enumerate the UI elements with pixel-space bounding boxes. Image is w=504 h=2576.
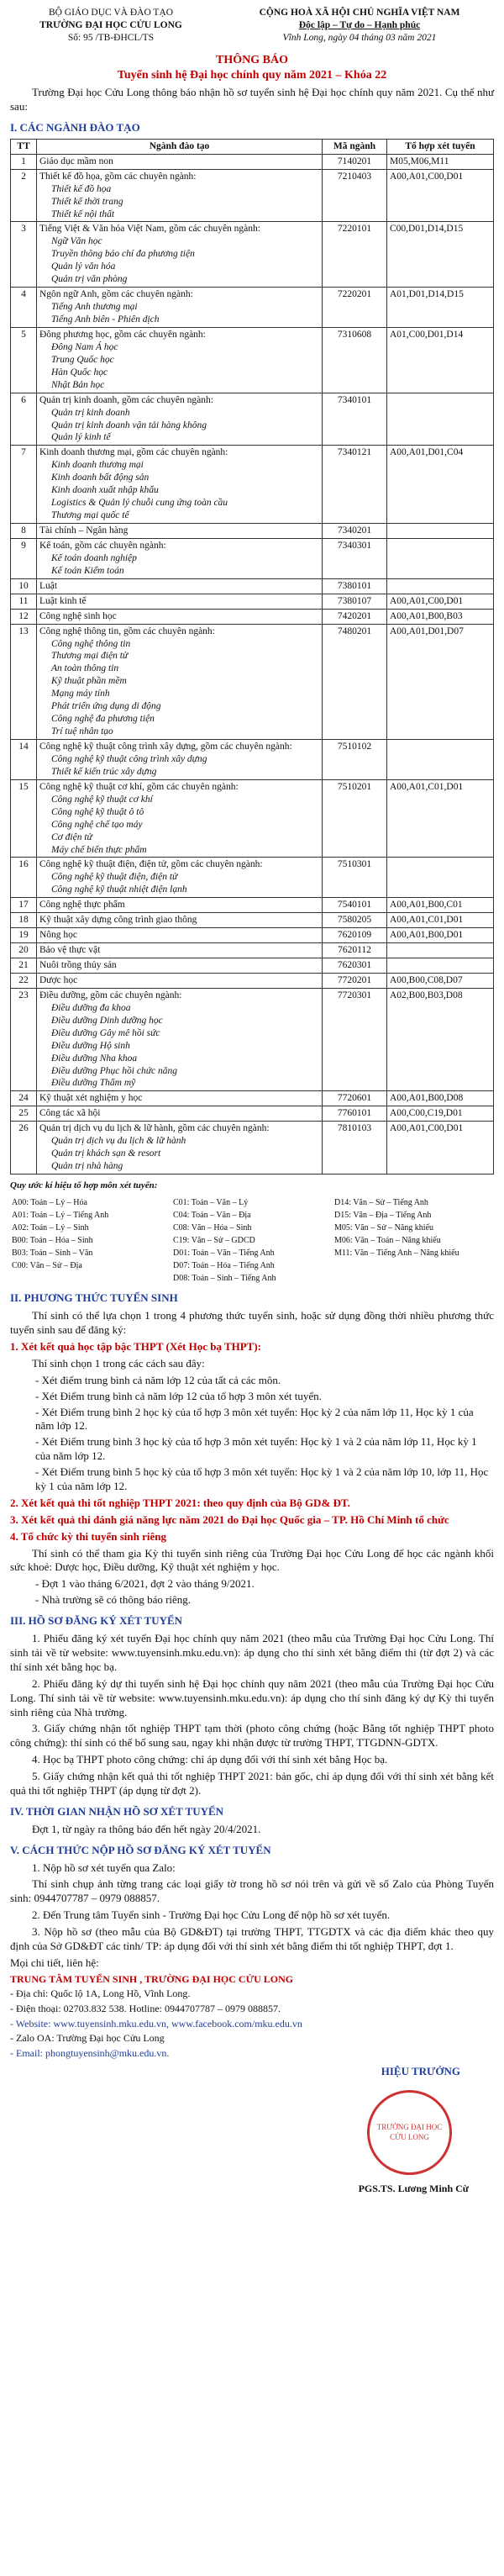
major-name: Nuôi trồng thủy sản bbox=[39, 960, 117, 971]
table-row bbox=[11, 958, 494, 974]
major-sub: Kỹ thuật phần mềm bbox=[51, 676, 127, 687]
cell-code: 7720601 bbox=[323, 1091, 387, 1106]
major-sub: Mạng máy tính bbox=[51, 689, 110, 699]
cell-combo bbox=[387, 393, 494, 446]
table-row bbox=[11, 538, 494, 578]
cell-tt: 5 bbox=[11, 327, 37, 393]
contact-intro: Mọi chi tiết, liên hệ: bbox=[10, 1956, 99, 1969]
cell-tt: 2 bbox=[11, 169, 37, 222]
cell-tt: 3 bbox=[11, 222, 37, 288]
major-sub: Thiết kế thời trang bbox=[51, 196, 123, 207]
major-name: Giáo dục mầm non bbox=[39, 156, 113, 166]
cell-major bbox=[37, 327, 323, 393]
cell-code: 7510301 bbox=[323, 858, 387, 898]
major-sub: Kinh doanh bất động sản bbox=[51, 472, 150, 483]
major-sub: Quản trị nhà hàng bbox=[51, 1161, 123, 1172]
major-name: Công nghệ kỹ thuật điện, điện tử, gồm các chuyên ngành: bbox=[39, 859, 263, 870]
cell-major bbox=[37, 1106, 323, 1122]
major-name: Kinh doanh thương mại, gồm các chuyên ngành: bbox=[39, 447, 228, 458]
cell-major bbox=[37, 943, 323, 958]
cell-code: 7420201 bbox=[323, 609, 387, 624]
cell-major bbox=[37, 958, 323, 974]
list-item: - Xét điểm trung bình cả năm lớp 12 của tất cả các môn. bbox=[35, 1374, 494, 1388]
cell-tt: 13 bbox=[11, 624, 37, 739]
method-4-text: Thí sinh có thể tham gia Kỳ thi tuyển sinh riêng của Trường Đại học Cửu Long để học các ngành khối sức khoẻ: Dược học, Điều dưỡng, Kỹ thuật xét nghiệm y học. bbox=[10, 1546, 494, 1574]
major-name: Công nghệ thông tin, gồm các chuyên ngành: bbox=[39, 626, 215, 636]
method-2: 2. Xét kết quả thi tốt nghiệp THPT 2021: theo quy định của Bộ GD& ĐT. bbox=[10, 1496, 350, 1509]
cell-major bbox=[37, 740, 323, 780]
th-code: Mã ngành bbox=[323, 139, 387, 154]
cell-combo: A00,B00,C08,D07 bbox=[387, 973, 494, 988]
method-4-list bbox=[35, 1577, 494, 1607]
section-2-heading: II. PHƯƠNG THỨC TUYỂN SINH bbox=[10, 1291, 178, 1305]
section-5-heading: V. CÁCH THỨC NỘP HỒ SƠ ĐĂNG KÝ XÉT TUYỂN bbox=[10, 1843, 271, 1856]
table-row bbox=[11, 858, 494, 898]
method-1-title: 1. Xét kết quả học tập bậc THPT (Xét Học bạ THPT): bbox=[10, 1340, 262, 1354]
major-name: Luật bbox=[39, 580, 58, 591]
legend-item: C01: Toán – Văn – Lý bbox=[173, 1198, 249, 1208]
list-item: Thí sinh chụp ảnh từng trang các loại giấy tờ trong hồ sơ nói trên và gửi về số Zalo của Phòng Tuyển sinh: 0944707787 – 0979 088857. bbox=[10, 1877, 494, 1905]
cell-combo bbox=[387, 858, 494, 898]
document-page bbox=[10, 0, 494, 2205]
cell-tt: 25 bbox=[11, 1106, 37, 1122]
cell-major bbox=[37, 624, 323, 739]
cell-tt: 26 bbox=[11, 1122, 37, 1175]
major-sub: Tiếng Anh thương mại bbox=[51, 302, 138, 313]
signer-name: PGS.TS. Lương Minh Cừ bbox=[358, 2182, 469, 2194]
legend-item: C19: Văn – Sử – GDCD bbox=[173, 1236, 255, 1246]
legend-item bbox=[10, 1272, 171, 1285]
cell-major bbox=[37, 222, 323, 288]
major-sub: Công nghệ kỹ thuật điện, điện tử bbox=[51, 872, 178, 883]
table-row bbox=[11, 288, 494, 328]
school-seal-icon bbox=[367, 2090, 452, 2175]
major-name: Công tác xã hội bbox=[39, 1108, 101, 1119]
table-row bbox=[11, 594, 494, 609]
cell-code: 7620112 bbox=[323, 943, 387, 958]
cell-major bbox=[37, 538, 323, 578]
major-sub: Truyền thông báo chí đa phương tiện bbox=[51, 249, 195, 260]
major-sub: Kế toán doanh nghiệp bbox=[51, 552, 137, 563]
cell-major bbox=[37, 393, 323, 446]
cell-tt: 12 bbox=[11, 609, 37, 624]
major-name: Dược học bbox=[39, 974, 78, 985]
major-sub: Máy chế biến thực phẩm bbox=[51, 844, 147, 855]
cell-combo: A00,A01,C01,D01 bbox=[387, 779, 494, 858]
major-name: Kỹ thuật xét nghiệm y học bbox=[39, 1093, 143, 1104]
cell-code: 7580205 bbox=[323, 913, 387, 928]
cell-code: 7340201 bbox=[323, 524, 387, 539]
legend-item: M05: Văn – Sử – Năng khiếu bbox=[334, 1223, 434, 1233]
th-major: Ngành đào tạo bbox=[37, 139, 323, 154]
section-4-text: Đợt 1, từ ngày ra thông báo đến hết ngày 20/4/2021. bbox=[32, 1822, 261, 1835]
cell-major bbox=[37, 609, 323, 624]
cell-code: 7540101 bbox=[323, 898, 387, 913]
method-3: 3. Xét kết quả thi đánh giá năng lực năm 2021 do Đại học Quốc gia – TP. Hồ Chí Minh tổ chức bbox=[10, 1512, 449, 1526]
cell-combo: A01,D01,D14,D15 bbox=[387, 288, 494, 328]
legend-item: A02: Toán – Lý – Sinh bbox=[12, 1223, 89, 1233]
cell-combo: A01,C00,D01,D14 bbox=[387, 327, 494, 393]
cell-major bbox=[37, 928, 323, 943]
cell-major bbox=[37, 913, 323, 928]
legend-item bbox=[333, 1272, 494, 1285]
major-name: Kỹ thuật xây dựng công trình giao thông bbox=[39, 915, 197, 926]
major-sub: Điều dưỡng Gây mê hồi sức bbox=[51, 1027, 160, 1038]
cell-code: 7380101 bbox=[323, 578, 387, 594]
cell-tt: 24 bbox=[11, 1091, 37, 1106]
major-sub: Hàn Quốc học bbox=[51, 367, 108, 377]
major-sub: Quản trị dịch vụ du lịch & lữ hành bbox=[51, 1136, 186, 1147]
header-right bbox=[225, 7, 494, 45]
legend-item bbox=[333, 1259, 494, 1272]
cell-combo bbox=[387, 578, 494, 594]
major-sub: Công nghệ kỹ thuật cơ khí bbox=[51, 794, 153, 805]
method-1-list bbox=[35, 1374, 494, 1494]
major-sub: Phát triển ứng dụng di động bbox=[51, 701, 161, 712]
major-sub: Ngữ Văn học bbox=[51, 236, 102, 247]
legend-grid bbox=[10, 1196, 494, 1285]
cell-major bbox=[37, 594, 323, 609]
list-item: - Đợt 1 vào tháng 6/2021, đợt 2 vào tháng 9/2021. bbox=[35, 1577, 494, 1592]
legend-item: C08: Văn – Hóa – Sinh bbox=[173, 1223, 252, 1233]
legend-item: B00: Toán – Hóa – Sinh bbox=[12, 1236, 93, 1246]
section-5-list bbox=[10, 1861, 494, 1954]
major-name: Công nghệ kỹ thuật cơ khí, gồm các chuyên ngành: bbox=[39, 781, 239, 792]
major-sub: Công nghệ thông tin bbox=[51, 638, 131, 649]
major-sub: Quản trị kinh doanh vận tải hàng không bbox=[51, 420, 207, 430]
document-title bbox=[10, 53, 494, 83]
legend-item: D07: Toán – Hóa – Tiếng Anh bbox=[173, 1261, 275, 1271]
major-name: Kế toán, gồm các chuyên ngành: bbox=[39, 540, 166, 551]
major-name: Bảo vệ thực vật bbox=[39, 945, 101, 956]
cell-major bbox=[37, 169, 323, 222]
major-name: Thiết kế đồ họa, gồm các chuyên ngành: bbox=[39, 171, 197, 182]
cell-tt: 19 bbox=[11, 928, 37, 943]
cell-tt: 15 bbox=[11, 779, 37, 858]
table-row bbox=[11, 222, 494, 288]
cell-code: 7210403 bbox=[323, 169, 387, 222]
major-name: Công nghệ kỹ thuật công trình xây dựng, gồm các chuyên ngành: bbox=[39, 742, 292, 752]
contact-website[interactable]: - Website: www.tuyensinh.mku.edu.vn, www.facebook.com/mku.edu.vn bbox=[10, 2017, 302, 2030]
major-name: Điều dưỡng, gồm các chuyên ngành: bbox=[39, 990, 182, 1000]
cell-code: 7720201 bbox=[323, 973, 387, 988]
major-sub: Thiết kế nội thất bbox=[51, 209, 115, 219]
major-name: Quản trị dịch vụ du lịch & lữ hành, gồm các chuyên ngành: bbox=[39, 1123, 270, 1134]
header-left bbox=[10, 7, 212, 45]
table-row bbox=[11, 973, 494, 988]
table-row bbox=[11, 524, 494, 539]
cell-combo: C00,D01,D14,D15 bbox=[387, 222, 494, 288]
major-sub: Điều dưỡng Hộ sinh bbox=[51, 1040, 130, 1051]
table-row bbox=[11, 1091, 494, 1106]
major-sub: Thương mại quốc tế bbox=[51, 510, 129, 521]
document-header bbox=[10, 7, 494, 45]
cell-code: 7720301 bbox=[323, 988, 387, 1091]
major-name: Quản trị kinh doanh, gồm các chuyên ngành: bbox=[39, 394, 213, 405]
legend-item: D14: Văn – Sử – Tiếng Anh bbox=[334, 1198, 428, 1208]
seal-area bbox=[10, 2079, 494, 2205]
list-item: 2. Phiếu đăng ký dự thi tuyển sinh hệ Đại học chính quy năm 2021 (theo mẫu của Trường Đại học Cửu Long. Thí sinh tải về từ website: www.tuyensinh.mku.edu.vn): áp dụng cho thí sinh đăng ký dự Kỳ thi tuyển sinh riêng của Nhà trường. bbox=[10, 1676, 494, 1718]
method-1-intro: Thí sinh chọn 1 trong các cách sau đây: bbox=[32, 1356, 205, 1370]
th-combo: Tổ hợp xét tuyển bbox=[387, 139, 494, 154]
major-name: Ngôn ngữ Anh, gồm các chuyên ngành: bbox=[39, 289, 193, 300]
cell-code: 7340301 bbox=[323, 538, 387, 578]
cell-major bbox=[37, 154, 323, 169]
cell-combo: A00,A01,B00,D01 bbox=[387, 928, 494, 943]
table-row bbox=[11, 740, 494, 780]
cell-code: 7310608 bbox=[323, 327, 387, 393]
cell-code: 7480201 bbox=[323, 624, 387, 739]
legend-item: C00: Văn – Sử – Địa bbox=[12, 1261, 82, 1271]
cell-tt: 11 bbox=[11, 594, 37, 609]
cell-combo: A00,A01,B00,D08 bbox=[387, 1091, 494, 1106]
cell-tt: 20 bbox=[11, 943, 37, 958]
table-row bbox=[11, 928, 494, 943]
legend-item: M06: Văn – Toán – Năng khiếu bbox=[334, 1236, 441, 1246]
cell-combo: A00,A01,C00,D01 bbox=[387, 594, 494, 609]
major-name: Công nghệ sinh học bbox=[39, 610, 117, 621]
section-4-heading: IV. THỜI GIAN NHẬN HỒ SƠ XÉT TUYỂN bbox=[10, 1804, 224, 1818]
contact-address: - Địa chỉ: Quốc lộ 1A, Long Hồ, Vĩnh Long. bbox=[10, 1987, 191, 2000]
document-date: Vĩnh Long, ngày 04 tháng 03 năm 2021 bbox=[282, 32, 437, 43]
table-row bbox=[11, 913, 494, 928]
cell-combo bbox=[387, 524, 494, 539]
legend-item: A00: Toán – Lý – Hóa bbox=[12, 1198, 87, 1208]
cell-code: 7340121 bbox=[323, 446, 387, 524]
major-sub: Điều dưỡng Nha khoa bbox=[51, 1053, 138, 1064]
major-sub: An toàn thông tin bbox=[51, 663, 119, 674]
list-item: - Xét Điểm trung bình 5 học kỳ của tổ hợp 3 môn xét tuyển: Học kỳ 1 và 2 của năm lớp 10, lớp 11, Học kỳ 1 của năm lớp 12. bbox=[35, 1465, 494, 1494]
contact-phone: - Điện thoại: 02703.832 538. Hotline: 0944707787 – 0979 088857. bbox=[10, 2002, 281, 2014]
legend-item: A01: Toán – Lý – Tiếng Anh bbox=[12, 1211, 109, 1221]
table-row bbox=[11, 779, 494, 858]
major-sub: Quản lý kinh tế bbox=[51, 432, 111, 443]
major-sub: Quản trị khách sạn & resort bbox=[51, 1148, 161, 1159]
list-item: 5. Giấy chứng nhận kết quả thi tốt nghiệp THPT 2021: bản gốc, chỉ áp dụng đối với thí sinh xét bằng kết quả thi tốt nghiệp THPT (áp dụng từ đợt 2). bbox=[10, 1770, 494, 1797]
cell-tt: 9 bbox=[11, 538, 37, 578]
major-sub: Quản trị văn phòng bbox=[51, 274, 128, 285]
list-item: 3. Nộp hồ sơ (theo mẫu của Bộ GD&ĐT) tại trường THPT, TTGDTX và các địa điểm khác theo quy định của Sở GD&ĐT các tỉnh/ TP: áp dụng đối với thí sinh xét bằng điểm thi tốt nghiệp THPT, đợt 1. bbox=[10, 1925, 494, 1952]
major-sub: Kinh doanh thương mại bbox=[51, 460, 144, 471]
cell-code: 7220201 bbox=[323, 288, 387, 328]
section-1-heading: I. CÁC NGÀNH ĐÀO TẠO bbox=[10, 120, 140, 134]
major-sub: Kinh doanh xuất nhập khẩu bbox=[51, 485, 159, 496]
major-sub: Nhật Bản học bbox=[51, 379, 105, 390]
cell-code: 7380107 bbox=[323, 594, 387, 609]
title-line1: THÔNG BÁO bbox=[216, 53, 288, 66]
table-row bbox=[11, 1122, 494, 1175]
section-3-heading: III. HỒ SƠ ĐĂNG KÝ XÉT TUYỂN bbox=[10, 1614, 183, 1628]
table-row bbox=[11, 988, 494, 1091]
cell-code: 7140201 bbox=[323, 154, 387, 169]
cell-tt: 21 bbox=[11, 958, 37, 974]
school-name: TRƯỜNG ĐẠI HỌC CỬU LONG bbox=[39, 19, 182, 30]
cell-code: 7620301 bbox=[323, 958, 387, 974]
list-item: - Xét Điểm trung bình 2 học kỳ của tổ hợp 3 môn xét tuyển: Học kỳ 2 của năm lớp 11, Học kỳ 1 của năm lớp 12. bbox=[35, 1406, 494, 1434]
cell-combo: M05,M06,M11 bbox=[387, 154, 494, 169]
legend-item: D01: Toán – Văn – Tiếng Anh bbox=[173, 1248, 275, 1259]
section-3-list bbox=[10, 1632, 494, 1798]
cell-combo: A02,B00,B03,D08 bbox=[387, 988, 494, 1091]
cell-combo: A00,A01,D01,D07 bbox=[387, 624, 494, 739]
major-sub: Điều dưỡng đa khoa bbox=[51, 1002, 131, 1013]
ministry-name: BỘ GIÁO DỤC VÀ ĐÀO TẠO bbox=[48, 8, 174, 18]
signature-block bbox=[10, 2065, 494, 2079]
cell-combo: A00,C00,C19,D01 bbox=[387, 1106, 494, 1122]
table-row bbox=[11, 1106, 494, 1122]
cell-combo: A00,A01,B00,B03 bbox=[387, 609, 494, 624]
nation-motto: Độc lập – Tự do – Hạnh phúc bbox=[298, 19, 421, 30]
cell-code: 7760101 bbox=[323, 1106, 387, 1122]
cell-major bbox=[37, 973, 323, 988]
th-tt: TT bbox=[11, 139, 37, 154]
cell-tt: 22 bbox=[11, 973, 37, 988]
cell-major bbox=[37, 1122, 323, 1175]
major-sub: Cơ điện tử bbox=[51, 831, 92, 842]
table-row bbox=[11, 609, 494, 624]
table-header-row bbox=[11, 139, 494, 154]
cell-tt: 1 bbox=[11, 154, 37, 169]
major-sub: Quản trị kinh doanh bbox=[51, 407, 130, 418]
legend-item: B03: Toán – Sinh – Văn bbox=[12, 1248, 93, 1259]
legend-item: M11: Văn – Tiếng Anh – Năng khiếu bbox=[334, 1248, 459, 1259]
major-name: Nông học bbox=[39, 930, 78, 941]
cell-major bbox=[37, 858, 323, 898]
cell-combo: A00,A01,C00,D01 bbox=[387, 1122, 494, 1175]
major-sub: Điều dưỡng Thẩm mỹ bbox=[51, 1078, 136, 1089]
cell-tt: 23 bbox=[11, 988, 37, 1091]
cell-combo bbox=[387, 958, 494, 974]
major-sub: Công nghệ kỹ thuật nhiệt điện lạnh bbox=[51, 884, 187, 895]
cell-combo: A00,A01,C01,D01 bbox=[387, 913, 494, 928]
table-row bbox=[11, 624, 494, 739]
cell-tt: 10 bbox=[11, 578, 37, 594]
cell-tt: 16 bbox=[11, 858, 37, 898]
cell-tt: 6 bbox=[11, 393, 37, 446]
table-row bbox=[11, 898, 494, 913]
list-item: 2. Đến Trung tâm Tuyển sinh - Trường Đại học Cửu Long để nộp hồ sơ xét tuyển. bbox=[32, 1908, 391, 1922]
list-item: - Nhà trường sẽ có thông báo riêng. bbox=[35, 1593, 494, 1607]
cell-combo bbox=[387, 740, 494, 780]
cell-major bbox=[37, 1091, 323, 1106]
major-sub: Quản lý văn hóa bbox=[51, 261, 116, 272]
major-sub: Công nghệ kỹ thuật ô tô bbox=[51, 806, 144, 817]
cell-code: 7810103 bbox=[323, 1122, 387, 1175]
contact-zalo: - Zalo OA: Trường Đại học Cửu Long bbox=[10, 2032, 165, 2045]
major-name: Luật kinh tế bbox=[39, 595, 87, 606]
major-sub: Đông Nam Á học bbox=[51, 341, 118, 352]
seal-text: TRƯỜNG ĐẠI HỌC CỬU LONG bbox=[376, 2123, 443, 2141]
cell-code: 7340101 bbox=[323, 393, 387, 446]
cell-combo: A00,A01,C00,D01 bbox=[387, 169, 494, 222]
list-item: 1. Nộp hồ sơ xét tuyển qua Zalo: bbox=[32, 1861, 176, 1874]
major-sub: Logistics & Quản lý chuỗi cung ứng toàn cầu bbox=[51, 498, 228, 509]
table-row bbox=[11, 393, 494, 446]
contact-email[interactable]: - Email: phongtuyensinh@mku.edu.vn. bbox=[10, 2046, 170, 2059]
cell-tt: 17 bbox=[11, 898, 37, 913]
cell-combo bbox=[387, 943, 494, 958]
cell-major bbox=[37, 446, 323, 524]
majors-table bbox=[10, 139, 494, 1175]
legend-item: C04: Toán – Văn – Địa bbox=[173, 1211, 251, 1221]
list-item: - Xét Điểm trung bình 3 học kỳ của tổ hợp 3 môn xét tuyển: Học kỳ 1 và 2 của năm lớp 11, Học kỳ 1 của năm lớp 12. bbox=[35, 1435, 494, 1464]
list-item: 1. Phiếu đăng ký xét tuyển Đại học chính quy năm 2021 (theo mẫu của Trường Đại học Cửu Long. Thí sinh tải về từ website: www.tuyensinh.mku.edu.vn): áp dụng cho thí sinh xét bằng điểm thi (từ đợt 2) và các thí sinh xét bằng học bạ. bbox=[10, 1632, 494, 1673]
major-sub: Tiếng Anh biên - Phiên dịch bbox=[51, 314, 160, 325]
cell-major bbox=[37, 578, 323, 594]
legend-item: D15: Văn – Địa – Tiếng Anh bbox=[334, 1211, 432, 1221]
method-4-title: 4. Tổ chức kỳ thi tuyển sinh riêng bbox=[10, 1529, 166, 1543]
cell-tt: 18 bbox=[11, 913, 37, 928]
major-sub: Trí tuệ nhân tạo bbox=[51, 726, 113, 737]
cell-code: 7620109 bbox=[323, 928, 387, 943]
cell-combo bbox=[387, 538, 494, 578]
list-item: 4. Học bạ THPT photo công chứng: chỉ áp dụng đối với thí sinh xét bằng Học bạ. bbox=[32, 1753, 388, 1766]
legend-block bbox=[10, 1180, 494, 1285]
major-sub: Công nghệ chế tạo máy bbox=[51, 819, 143, 830]
major-sub: Kế toán Kiểm toán bbox=[51, 565, 124, 576]
cell-major bbox=[37, 898, 323, 913]
signature-role: HIỆU TRƯỞNG bbox=[381, 2065, 460, 2078]
table-row bbox=[11, 327, 494, 393]
cell-combo: A00,A01,B00,C01 bbox=[387, 898, 494, 913]
table-row bbox=[11, 154, 494, 169]
cell-code: 7510102 bbox=[323, 740, 387, 780]
cell-code: 7220101 bbox=[323, 222, 387, 288]
major-sub: Thiết kế đồ họa bbox=[51, 183, 112, 194]
section-2-intro: Thí sinh có thể lựa chọn 1 trong 4 phương thức tuyển sinh, hoặc sử dụng đồng thời nhiều phương thức tuyển sinh sau để đăng ký: bbox=[10, 1309, 494, 1337]
document-number: Số: 95 /TB-ĐHCL/TS bbox=[67, 32, 155, 43]
cell-tt: 4 bbox=[11, 288, 37, 328]
cell-tt: 8 bbox=[11, 524, 37, 539]
major-sub: Điều dưỡng Dinh dưỡng học bbox=[51, 1015, 163, 1026]
table-row bbox=[11, 446, 494, 524]
contact-block bbox=[10, 1973, 494, 2061]
major-name: Đông phương học, gồm các chuyên ngành: bbox=[39, 329, 206, 340]
major-name: Tiếng Việt & Văn hóa Việt Nam, gồm các chuyên ngành: bbox=[39, 224, 260, 235]
majors-body bbox=[11, 154, 494, 1174]
cell-major bbox=[37, 524, 323, 539]
major-sub: Công nghệ đa phương tiện bbox=[51, 714, 155, 725]
contact-center: TRUNG TÂM TUYỂN SINH , TRƯỜNG ĐẠI HỌC CỬU LONG bbox=[10, 1972, 294, 1985]
table-row bbox=[11, 578, 494, 594]
cell-major bbox=[37, 779, 323, 858]
major-name: Tài chính – Ngân hàng bbox=[39, 525, 129, 536]
major-sub: Công nghệ kỹ thuật công trình xây dựng bbox=[51, 753, 207, 764]
major-sub: Điều dưỡng Phục hồi chức năng bbox=[51, 1065, 177, 1076]
cell-combo: A00,A01,D01,C04 bbox=[387, 446, 494, 524]
major-name: Công nghệ thực phẩm bbox=[39, 900, 125, 911]
cell-tt: 14 bbox=[11, 740, 37, 780]
list-item: 3. Giấy chứng nhận tốt nghiệp THPT tạm thời (photo công chứng (hoặc Bằng tốt nghiệp THPT photo công chứng): thí sinh có thể bổ sung sau, ngay khi nhận được từ trường THPT, TTGDNN-GDTX. bbox=[10, 1722, 494, 1750]
list-item: - Xét Điểm trung bình cả năm lớp 12 của tổ hợp 3 môn xét tuyển. bbox=[35, 1390, 494, 1404]
cell-tt: 7 bbox=[11, 446, 37, 524]
legend-item: D08: Toán – Sinh – Tiếng Anh bbox=[173, 1274, 276, 1284]
intro-text: Trường Đại học Cửu Long thông báo nhận hồ sơ tuyển sinh hệ Đại học chính quy năm 2021. Cụ thể như sau: bbox=[10, 86, 494, 113]
cell-major bbox=[37, 988, 323, 1091]
cell-code: 7510201 bbox=[323, 779, 387, 858]
nation-name: CỘNG HOÀ XÃ HỘI CHỦ NGHĨA VIỆT NAM bbox=[259, 8, 460, 18]
title-line2: Tuyển sinh hệ Đại học chính quy năm 2021 – Khóa 22 bbox=[117, 69, 387, 82]
cell-major bbox=[37, 288, 323, 328]
major-sub: Thương mại điện tử bbox=[51, 651, 129, 662]
legend-title: Quy ước kí hiệu tổ hợp môn xét tuyển: bbox=[10, 1180, 158, 1191]
major-sub: Trung Quốc học bbox=[51, 354, 114, 365]
table-row bbox=[11, 169, 494, 222]
table-row bbox=[11, 943, 494, 958]
major-sub: Thiết kế kiến trúc xây dựng bbox=[51, 766, 157, 777]
